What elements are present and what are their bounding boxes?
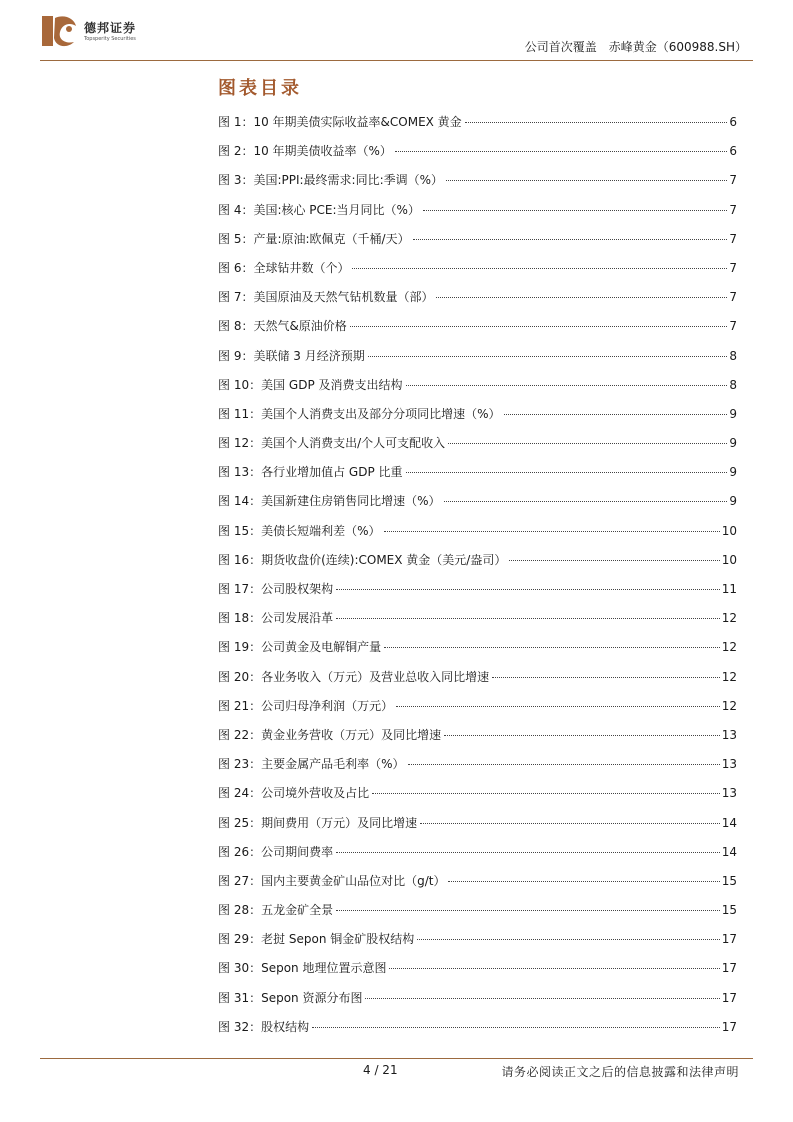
toc-dot-leader [413,239,727,240]
toc-entry[interactable] [218,259,737,288]
toc-entry-page: 6 [729,115,737,129]
toc-entry[interactable] [218,668,737,697]
toc-entry-label[interactable]: 图 15：美债长短端利差（%） [218,523,381,538]
toc-entry[interactable] [218,230,737,259]
toc-entry-label[interactable]: 图 13：各行业增加值占 GDP 比重 [218,465,403,480]
toc-dot-leader [368,356,727,357]
toc-entry[interactable] [218,142,737,171]
toc-entry-label[interactable]: 图 5：产量:原油:欧佩克（千桶/天） [218,231,410,246]
toc-entry[interactable] [218,843,737,872]
toc-entry[interactable] [218,171,737,200]
toc-entry[interactable] [218,492,737,521]
toc-entry[interactable] [218,463,737,492]
company-logo [40,12,180,52]
toc-dot-leader [312,1027,720,1028]
toc-entry-page: 13 [721,727,737,742]
toc-entry-page: 11 [721,582,737,596]
toc-entry[interactable] [218,317,737,346]
toc-dot-leader [406,472,728,473]
page-number: 4 / 21 [363,1063,398,1077]
toc-dot-leader [436,297,727,298]
brand-name-cn: 德邦证券 [84,21,137,35]
toc-dot-leader [448,443,727,444]
toc-entry[interactable] [218,609,737,638]
toc-dot-leader [417,939,719,940]
toc-entry-label[interactable]: 图 31：Sepon 资源分布图 [218,990,363,1005]
toc-entry-page: 12 [721,611,737,626]
toc-entry-page: 9 [729,436,737,451]
toc-entry-label[interactable]: 图 28：五龙金矿全景 [218,903,334,918]
toc-entry-page: 17 [721,961,737,976]
toc-dot-leader [423,210,727,211]
toc-entry-label[interactable]: 图 21：公司归母净利润（万元） [218,698,394,713]
toc-entry-page: 13 [721,757,737,772]
toc-entry-page: 17 [721,990,737,1005]
toc-entry-label[interactable]: 图 24：公司境外营收及占比 [218,786,370,801]
toc-entry-label[interactable]: 图 17：公司股权架构 [218,582,334,596]
toc-entry[interactable] [218,522,737,551]
toc-entry-label[interactable]: 图 10：美国 GDP 及消费支出结构 [218,377,403,392]
report-info: 公司首次覆盖 赤峰黄金（600988.SH） [524,40,747,54]
toc-entry-page: 7 [729,173,737,188]
toc-entry[interactable] [218,347,737,376]
toc-entry-label[interactable]: 图 23：主要金属产品毛利率（%） [218,757,405,772]
toc-entry-label[interactable]: 图 7：美国原油及天然气钻机数量（部） [218,290,434,305]
toc-entry-page: 8 [729,348,737,363]
toc-entry-page: 12 [721,698,737,713]
toc-entry-page: 6 [729,144,737,159]
toc-entry[interactable] [218,901,737,930]
toc-entry[interactable] [218,288,737,317]
toc-dot-leader [336,589,720,590]
toc-entry-label[interactable]: 图 14：美国新建住房销售同比增速（%） [218,494,441,509]
toc-dot-leader [504,414,728,415]
toc-entry-page: 9 [729,406,737,421]
legal-disclaimer: 请务必阅读正文之后的信息披露和法律声明 [501,1065,739,1079]
toc-entry-page: 10 [721,523,737,538]
company-logo-mark-icon [40,12,80,50]
toc-entry[interactable] [218,697,737,726]
toc-entry-page: 15 [721,903,737,918]
toc-entry-page: 14 [721,844,737,859]
footer-divider [40,1058,753,1059]
toc-entry-page: 10 [721,552,737,567]
toc-entry-page: 7 [729,202,737,217]
toc-dot-leader [384,531,720,532]
toc-entry-page: 7 [729,290,737,305]
toc-dot-leader [509,560,719,561]
toc-title: 图表目录 [218,78,302,99]
toc-entry-label[interactable]: 图 3：美国:PPI:最终需求:同比:季调（%） [218,173,444,188]
toc-dot-leader [395,151,727,152]
toc-entry-page: 17 [721,1019,737,1034]
toc-entry[interactable] [218,872,737,901]
toc-entry-page: 8 [729,377,737,392]
toc-entry[interactable] [218,376,737,405]
toc-entry-label[interactable]: 图 30：Sepon 地理位置示意图 [218,961,387,976]
header-divider [40,60,753,61]
toc-entry-label[interactable]: 图 2：10 年期美债收益率（%） [218,144,392,159]
toc-entry-page: 13 [721,786,737,801]
toc-entry-label[interactable]: 图 11：美国个人消费支出及部分分项同比增速（%） [218,406,501,421]
toc-dot-leader [408,764,720,765]
toc-dot-leader [350,326,727,327]
toc-dot-leader [396,706,720,707]
toc-entry[interactable] [218,405,737,434]
toc-entry[interactable] [218,989,737,1018]
toc-entry[interactable] [218,638,737,667]
toc-entry[interactable] [218,1018,737,1047]
brand-name-en: Topsperity Securities [84,36,136,42]
toc-entry-page: 7 [729,319,737,334]
toc-dot-leader [448,881,719,882]
toc-entry[interactable] [218,784,737,813]
toc-entry-label[interactable]: 图 27：国内主要黄金矿山品位对比（g/t） [218,873,446,888]
toc-dot-leader [352,268,727,269]
toc-entry-label[interactable]: 图 12：美国个人消费支出/个人可支配收入 [218,436,446,451]
toc-entry[interactable] [218,755,737,784]
toc-dot-leader [444,501,728,502]
toc-entry-page: 17 [721,932,737,947]
toc-entry-page: 9 [729,494,737,509]
toc-entry-label[interactable]: 图 16：期货收盘价(连续):COMEX 黄金（美元/盎司） [218,552,507,567]
toc-entry-label[interactable]: 图 19：公司黄金及电解铜产量 [218,640,382,655]
toc-dot-leader [384,647,720,648]
toc-entry-page: 12 [721,669,737,684]
toc-entry[interactable] [218,814,737,843]
toc-dot-leader [420,823,720,824]
toc-dot-leader [444,735,720,736]
toc-dot-leader [465,122,727,123]
toc-entry-label[interactable]: 图 22：黄金业务营收（万元）及同比增速 [218,727,442,742]
toc-entry-label[interactable]: 图 8：天然气&原油价格 [218,319,347,334]
toc-entry[interactable] [218,580,737,609]
toc-dot-leader [336,618,720,619]
toc-dot-leader [492,677,720,678]
toc-dot-leader [406,385,728,386]
toc-entry-label[interactable]: 图 18：公司发展沿革 [218,611,334,626]
toc-entry[interactable] [218,726,737,755]
toc-entry-page: 7 [729,260,737,275]
toc-dot-leader [365,998,719,999]
toc-entry-label[interactable]: 图 1：10 年期美债实际收益率&COMEX 黄金 [218,115,462,129]
toc-entry-label[interactable]: 图 9：美联储 3 月经济预期 [218,348,365,363]
toc-dot-leader [336,852,720,853]
toc-entry-page: 12 [721,640,737,655]
toc-entry-label[interactable]: 图 29：老挝 Sepon 铜金矿股权结构 [218,932,415,947]
toc-entry-label[interactable]: 图 25：期间费用（万元）及同比增速 [218,815,418,830]
toc-entry-page: 9 [729,465,737,480]
toc-entry[interactable] [218,930,737,959]
toc-entry-page: 7 [729,231,737,246]
toc-entry-page: 14 [721,815,737,830]
toc-entry[interactable] [218,959,737,988]
figure-toc-list [218,113,737,1047]
toc-dot-leader [389,968,719,969]
toc-dot-leader [372,793,720,794]
toc-entry-label[interactable]: 图 26：公司期间费率 [218,844,334,859]
toc-dot-leader [336,910,720,911]
toc-entry-page: 15 [721,873,737,888]
toc-entry-label[interactable]: 图 32：股权结构 [218,1019,310,1034]
toc-entry[interactable] [218,551,737,580]
toc-entry-label[interactable]: 图 20：各业务收入（万元）及营业总收入同比增速 [218,669,490,684]
toc-entry[interactable] [218,113,737,142]
toc-dot-leader [446,180,727,181]
toc-entry-label[interactable]: 图 6：全球钻井数（个） [218,260,350,275]
toc-entry-label[interactable]: 图 4：美国:核心 PCE:当月同比（%） [218,202,420,217]
toc-entry[interactable] [218,434,737,463]
toc-entry[interactable] [218,201,737,230]
